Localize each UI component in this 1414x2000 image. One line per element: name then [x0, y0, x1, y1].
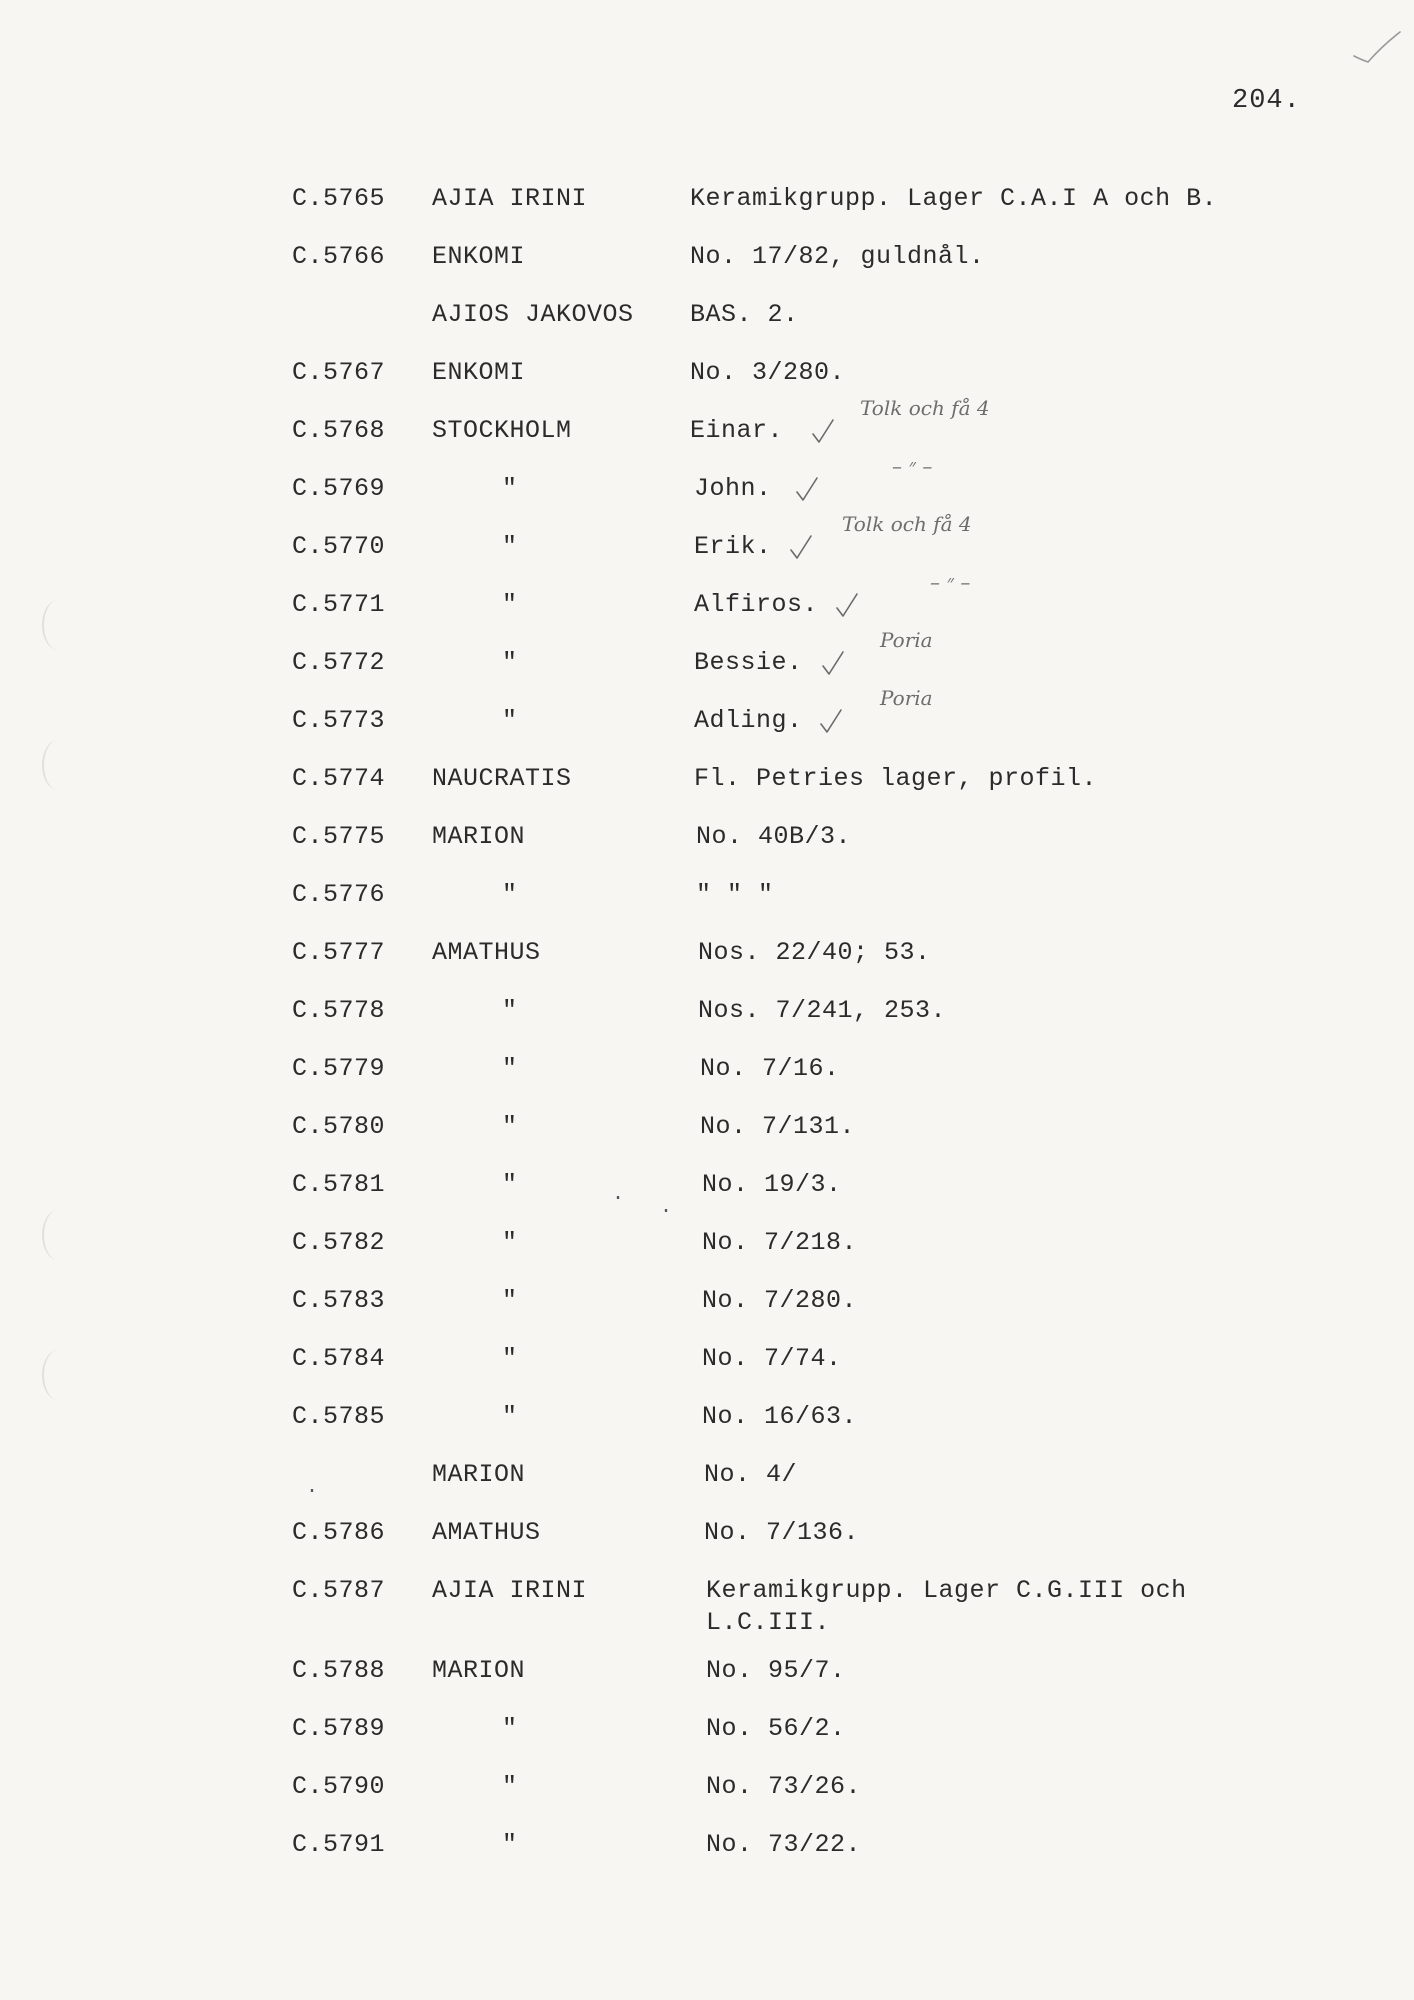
site-name: "	[502, 1714, 518, 1743]
check-mark-icon	[788, 532, 814, 562]
catalogue-entry	[0, 938, 1414, 972]
catalogue-entry	[0, 242, 1414, 276]
catalogue-number: C.5774	[292, 764, 386, 793]
catalogue-entry	[0, 1228, 1414, 1262]
catalogue-number: C.5782	[292, 1228, 386, 1257]
catalogue-number: C.5773	[292, 706, 386, 735]
catalogue-entry	[0, 184, 1414, 218]
site-name: "	[502, 1112, 518, 1141]
catalogue-number: C.5785	[292, 1402, 386, 1431]
description: Adling.	[694, 706, 803, 735]
catalogue-number: C.5783	[292, 1286, 386, 1315]
description: No. 7/16.	[700, 1054, 840, 1083]
description: No. 95/7.	[706, 1656, 846, 1685]
description: No. 56/2.	[706, 1714, 846, 1743]
description: Nos. 22/40; 53.	[698, 938, 931, 967]
catalogue-number: C.5771	[292, 590, 386, 619]
description: No. 73/22.	[706, 1830, 862, 1859]
catalogue-entry	[0, 1170, 1414, 1204]
description: No. 16/63.	[702, 1402, 858, 1431]
description: No. 17/82, guldnål.	[690, 242, 985, 271]
description: Keramikgrupp. Lager C.G.III och	[706, 1576, 1187, 1605]
catalogue-number: C.5769	[292, 474, 386, 503]
catalogue-number: C.5770	[292, 532, 386, 561]
description: Alfiros.	[694, 590, 819, 619]
description: Keramikgrupp. Lager C.A.I A och B.	[690, 184, 1218, 213]
description-continuation: L.C.III.	[706, 1608, 831, 1637]
handwritten-annotation: Poria	[880, 628, 933, 652]
catalogue-entry	[0, 1714, 1414, 1748]
catalogue-entry	[0, 1460, 1414, 1494]
catalogue-entry	[0, 1576, 1414, 1637]
description: No. 7/136.	[704, 1518, 860, 1547]
check-mark-icon	[818, 706, 844, 736]
catalogue-entry	[0, 1772, 1414, 1806]
site-name: "	[502, 1830, 518, 1859]
catalogue-number: C.5791	[292, 1830, 386, 1859]
site-name: "	[502, 474, 518, 503]
description: Einar.	[690, 416, 784, 445]
catalogue-number: C.5788	[292, 1656, 386, 1685]
page-number: 204.	[1232, 86, 1301, 116]
catalogue-entry	[0, 1286, 1414, 1320]
catalogue-number: C.5777	[292, 938, 386, 967]
handwritten-annotation: Tolk och få 4	[860, 396, 990, 420]
site-name: ENKOMI	[432, 242, 526, 271]
catalogue-number: C.5768	[292, 416, 386, 445]
site-name: "	[502, 880, 518, 909]
catalogue-number: C.5766	[292, 242, 386, 271]
catalogue-entry	[0, 1344, 1414, 1378]
check-mark-icon	[810, 416, 836, 446]
stray-mark: ·	[306, 1480, 319, 1503]
catalogue-number: C.5787	[292, 1576, 386, 1605]
catalogue-entry	[0, 628, 1414, 682]
handwritten-annotation: – ״ –	[892, 454, 933, 478]
handwritten-annotation: – ״ –	[930, 570, 971, 594]
description: No. 7/131.	[700, 1112, 856, 1141]
description: Nos. 7/241, 253.	[698, 996, 947, 1025]
catalogue-entry	[0, 570, 1414, 624]
description: Fl. Petries lager, profil.	[694, 764, 1098, 793]
site-name: "	[502, 1344, 518, 1373]
site-name: NAUCRATIS	[432, 764, 572, 793]
catalogue-entry	[0, 396, 1414, 450]
description: John.	[694, 474, 772, 503]
site-name: AJIA IRINI	[432, 1576, 588, 1605]
catalogue-entry	[0, 512, 1414, 566]
description: No. 4/	[704, 1460, 798, 1489]
catalogue-entry	[0, 1830, 1414, 1864]
catalogue-entry	[0, 880, 1414, 914]
description: No. 7/280.	[702, 1286, 858, 1315]
description: No. 7/74.	[702, 1344, 842, 1373]
description: Erik.	[694, 532, 772, 561]
site-name: "	[502, 1772, 518, 1801]
catalogue-entry	[0, 358, 1414, 392]
description: " " "	[696, 880, 774, 909]
site-name: "	[502, 1228, 518, 1257]
site-name: MARION	[432, 1460, 526, 1489]
catalogue-number: C.5765	[292, 184, 386, 213]
site-name: AMATHUS	[432, 938, 541, 967]
site-name: "	[502, 1286, 518, 1315]
description: No. 19/3.	[702, 1170, 842, 1199]
catalogue-number: C.5781	[292, 1170, 386, 1199]
catalogue-number: C.5789	[292, 1714, 386, 1743]
catalogue-entry	[0, 1518, 1414, 1552]
catalogue-entry	[0, 822, 1414, 856]
site-name: MARION	[432, 822, 526, 851]
site-name: AJIA IRINI	[432, 184, 588, 213]
handwritten-annotation: Tolk och få 4	[842, 512, 972, 536]
description: No. 7/218.	[702, 1228, 858, 1257]
catalogue-number: C.5778	[292, 996, 386, 1025]
site-name: "	[502, 996, 518, 1025]
catalogue-number: C.5775	[292, 822, 386, 851]
site-name: AJIOS JAKOVOS	[432, 300, 634, 329]
catalogue-entry	[0, 996, 1414, 1030]
catalogue-entry	[0, 1112, 1414, 1146]
check-mark-icon	[794, 474, 820, 504]
catalogue-entry	[0, 764, 1414, 798]
catalogue-number: C.5790	[292, 1772, 386, 1801]
check-mark-icon	[834, 590, 860, 620]
site-name: "	[502, 532, 518, 561]
site-name: "	[502, 1402, 518, 1431]
catalogue-entry	[0, 1656, 1414, 1690]
description: BAS. 2.	[690, 300, 799, 329]
site-name: ENKOMI	[432, 358, 526, 387]
description: No. 73/26.	[706, 1772, 862, 1801]
catalogue-entry	[0, 454, 1414, 508]
site-name: "	[502, 1054, 518, 1083]
catalogue-number: C.5779	[292, 1054, 386, 1083]
handwritten-annotation: Poria	[880, 686, 933, 710]
site-name: "	[502, 648, 518, 677]
stray-mark: ·	[612, 1187, 625, 1210]
site-name: "	[502, 706, 518, 735]
site-name: "	[502, 590, 518, 619]
catalogue-entry	[0, 1054, 1414, 1088]
check-mark-icon	[820, 648, 846, 678]
stray-mark: ·	[660, 1200, 673, 1223]
site-name: AMATHUS	[432, 1518, 541, 1547]
catalogue-entry	[0, 686, 1414, 740]
description: No. 3/280.	[690, 358, 846, 387]
description: No. 40B/3.	[696, 822, 852, 851]
catalogue-number: C.5786	[292, 1518, 386, 1547]
catalogue-number: C.5776	[292, 880, 386, 909]
catalogue-entry	[0, 300, 1414, 334]
site-name: MARION	[432, 1656, 526, 1685]
catalogue-entry	[0, 1402, 1414, 1436]
catalogue-number: C.5780	[292, 1112, 386, 1141]
site-name: STOCKHOLM	[432, 416, 572, 445]
description: Bessie.	[694, 648, 803, 677]
catalogue-number: C.5784	[292, 1344, 386, 1373]
catalogue-number: C.5767	[292, 358, 386, 387]
site-name: "	[502, 1170, 518, 1199]
catalogue-number: C.5772	[292, 648, 386, 677]
